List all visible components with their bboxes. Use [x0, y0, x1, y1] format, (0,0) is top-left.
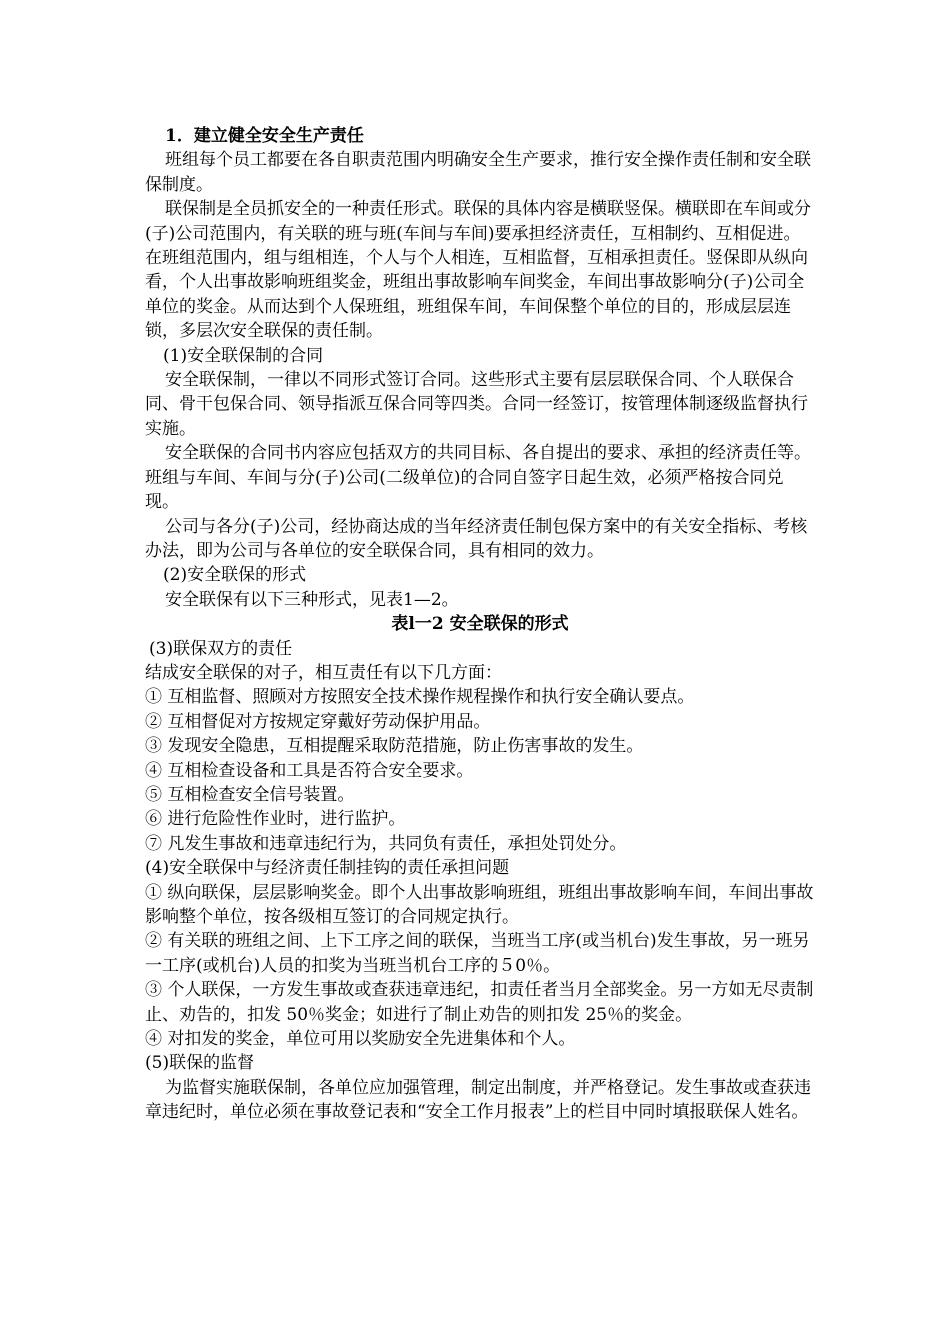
list-item: ③ 个人联保，一方发生事故或查获违章违纪，扣责任者当月全部奖金。另一方如无尽责制止、劝告的，扣发 50％奖金；如进行了制止劝告的则扣发 25％的奖金。 [145, 980, 814, 1025]
paragraph: 结成安全联保的对子，相互责任有以下几方面： [145, 662, 502, 683]
subheading: (3)联保双方的责任 [149, 638, 293, 659]
section-title: 1．建立健全安全生产责任 [165, 126, 364, 146]
paragraph: 公司与各分(子)公司，经协商达成的当年经济责任制包保方案中的有关安全指标、考核办法，即为公司与各单位的安全联保合同，具有相同的效力。 [145, 516, 808, 561]
paragraph: 安全联保有以下三种形式，见表1—2。 [165, 589, 459, 610]
list-item: ② 有关联的班组之间、上下工序之间的联保，当班当工序(或当机台)发生事故，另一班另一工序(或机台)人员的扣奖为当班当机台工序的５0％。 [145, 931, 810, 976]
list-item: ⑤ 互相检查安全信号装置。 [145, 784, 355, 805]
list-item: ② 互相督促对方按规定穿戴好劳动保护用品。 [145, 711, 491, 732]
list-item: ④ 互相检查设备和工具是否符合安全要求。 [145, 760, 474, 781]
list-item: ① 纵向联保，层层影响奖金。即个人出事故影响班组，班组出事故影响车间，车间出事故影响整个单位，按各级相互签订的合同规定执行。 [145, 882, 814, 927]
subheading: (2)安全联保的形式 [163, 565, 307, 586]
list-item: ⑥ 进行危险性作业时，进行监护。 [145, 809, 406, 830]
subheading: (4)安全联保中与经济责任制挂钩的责任承担问题 [145, 858, 510, 879]
paragraph: 联保制是全员抓安全的一种责任形式。联保的具体内容是横联竖保。横联即在车间或分(子)公司范围内，有关联的班与班(车间与车间)要承担经济责任，互相制约、互相促进。在班组范围内，组与组相连，个人与个人相连，互相监督，互相承担责任。竖保即从纵向看，个人出事故影响班组奖金，班组出事故影响车间奖金，车间出事故影响分(子)公司全单位的奖金。从而达到个人保班组，班组保车间，车间保整个单位的目的，形成层层连锁，多层次安全联保的责任制。 [145, 199, 811, 342]
list-item: ④ 对扣发的奖金，单位可用以奖励安全先进集体和个人。 [145, 1029, 576, 1050]
subheading: (5)联保的监督 [145, 1053, 255, 1074]
paragraph: 安全联保制，一律以不同形式签订合同。这些形式主要有层层联保合同、个人联保合同、骨干包保合同、领导指派互保合同等四类。合同一经签订，按管理体制逐级监督执行实施。 [145, 370, 808, 439]
paragraph: 班组每个员工都要在各自职责范围内明确安全生产要求，推行安全操作责任制和安全联保制度。 [145, 150, 811, 195]
subheading: (1)安全联保制的合同 [163, 345, 324, 366]
list-item: ⑦ 凡发生事故和违章违纪行为，共同负有责任，承担处罚处分。 [145, 833, 627, 854]
paragraph: 为监督实施联保制，各单位应加强管理，制定出制度，并严格登记。发生事故或查获违章违纪时，单位必须在事故登记表和“安全工作月报表”上的栏目中同时填报联保人姓名。 [145, 1077, 811, 1123]
list-item: ① 互相监督、照顾对方按照安全技术操作规程操作和执行安全确认要点。 [145, 687, 695, 708]
document-body [145, 124, 815, 1125]
paragraph: 安全联保的合同书内容应包括双方的共同目标、各自提出的要求、承担的经济责任等。班组与车间、车间与分(子)公司(二级单位)的合同自签字日起生效，必须严格按合同兑现。 [145, 443, 811, 513]
table-caption: 表l一2 安全联保的形式 [391, 614, 569, 635]
list-item: ③ 发现安全隐患，互相提醒采取防范措施，防止伤害事故的发生。 [145, 736, 644, 757]
